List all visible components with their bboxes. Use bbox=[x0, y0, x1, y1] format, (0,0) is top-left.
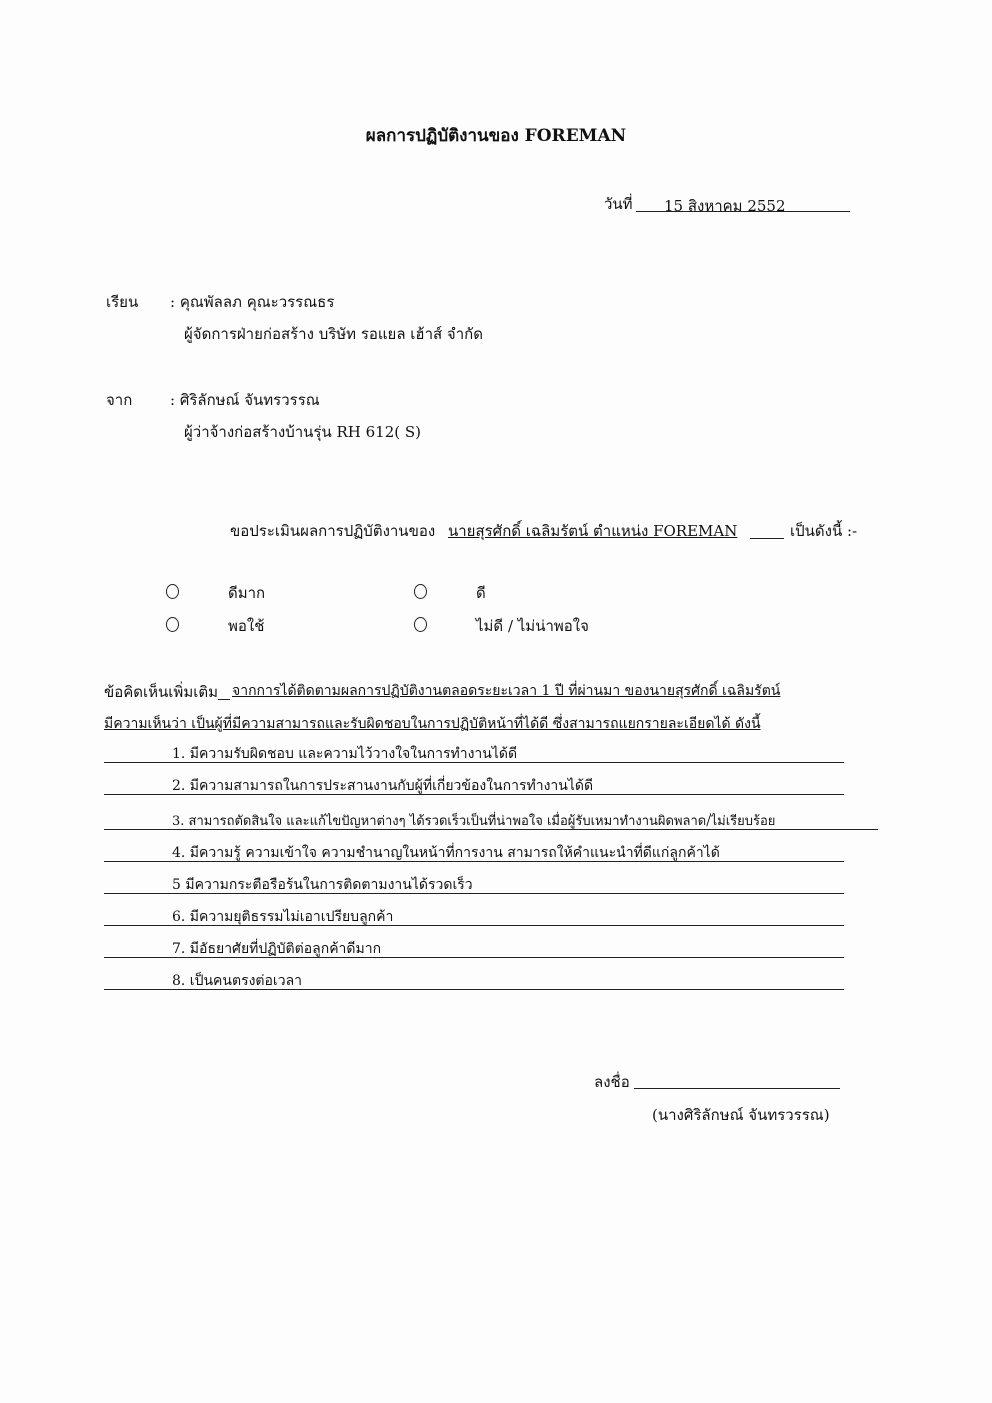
from-name: : ศิริลักษณ์ จันทรวรรณ bbox=[170, 391, 320, 409]
rating-label-good: ดี bbox=[476, 584, 486, 602]
rating-radio-fair[interactable] bbox=[166, 617, 179, 632]
date-value: 15 สิงหาคม 2552 bbox=[664, 197, 786, 215]
signature-name: (นางศิริลักษณ์ จันทรวรรณ) bbox=[652, 1106, 830, 1124]
signature-label: ลงชื่อ bbox=[594, 1073, 630, 1091]
comment-item-6: 6. มีความยุติธรรมไม่เอาเปรียบลูกค้า bbox=[172, 909, 394, 925]
request-suffix: เป็นดังนี้ :- bbox=[790, 522, 858, 540]
from-label: จาก bbox=[106, 391, 133, 409]
signature-line[interactable] bbox=[634, 1088, 840, 1089]
comment-item-2: 2. มีความสามารถในการประสานงานกับผู้ที่เกี่ยวข้องในการทำงานได้ดี bbox=[172, 778, 594, 794]
document-title: ผลการปฏิบัติงานของ FOREMAN bbox=[365, 126, 627, 146]
comment-item-7: 7. มีอัธยาศัยที่ปฏิบัติต่อลูกค้าดีมาก bbox=[172, 941, 382, 957]
request-subject: นายสุรศักดิ์ เฉลิมรัตน์ ตำแหน่ง FOREMAN bbox=[448, 522, 738, 540]
date-underline bbox=[636, 211, 850, 212]
rating-label-very-good: ดีมาก bbox=[228, 584, 266, 602]
rating-label-poor: ไม่ดี / ไม่น่าพอใจ bbox=[476, 617, 589, 635]
to-name: : คุณพัลลภ คุณะวรรณธร bbox=[170, 293, 335, 311]
comments-intro-line1: จากการได้ติดตามผลการปฏิบัติงานตลอดระยะเวลา 1 ปี ที่ผ่านมา ของนายสุรศักดิ์ เฉลิมรัตน์ bbox=[232, 683, 781, 699]
comment-item-8: 8. เป็นคนตรงต่อเวลา bbox=[172, 973, 303, 989]
request-underline-tail bbox=[750, 538, 784, 539]
comment-item-4: 4. มีความรู้ ความเข้าใจ ความชำนาญในหน้าที่การงาน สามารถให้คำแนะนำที่ดีแก่ลูกค้าได้ bbox=[172, 845, 720, 861]
comments-intro-line2: มีความเห็นว่า เป็นผู้ที่มีความสามารถและรับผิดชอบในการปฏิบัติหน้าที่ได้ดี ซึ่งสามารถแยกรายละเอียดได้ ดังนี้ bbox=[104, 716, 761, 732]
rating-radio-poor[interactable] bbox=[414, 617, 427, 632]
rating-radio-very-good[interactable] bbox=[166, 584, 179, 599]
rating-label-fair: พอใช้ bbox=[228, 617, 265, 635]
comments-lead-line bbox=[218, 699, 230, 700]
comment-item-5: 5 มีความกระตือรือร้นในการติดตามงานได้รวดเร็ว bbox=[172, 877, 473, 893]
comment-item-3: 3. สามารถตัดสินใจ และแก้ไขปัญหาต่างๆ ได้รวดเร็วเป็นที่น่าพอใจ เมื่อผู้รับเหมาทำงานผิดพลาด/ไม่เรียบร้อย bbox=[172, 814, 776, 829]
from-position: ผู้ว่าจ้างก่อสร้างบ้านรุ่น RH 612( S) bbox=[184, 423, 422, 441]
to-position: ผู้จัดการฝ่ายก่อสร้าง บริษัท รอแยล เฮ้าส์ จำกัด bbox=[184, 325, 483, 343]
rating-radio-good[interactable] bbox=[414, 584, 427, 599]
request-prefix: ขอประเมินผลการปฏิบัติงานของ bbox=[230, 522, 436, 540]
date-label: วันที่ bbox=[604, 195, 633, 213]
comment-item-1: 1. มีความรับผิดชอบ และความไว้วางใจในการทำงานได้ดี bbox=[172, 746, 518, 762]
to-label: เรียน bbox=[106, 293, 139, 311]
comments-label: ข้อคิดเห็นเพิ่มเติม bbox=[104, 683, 218, 701]
